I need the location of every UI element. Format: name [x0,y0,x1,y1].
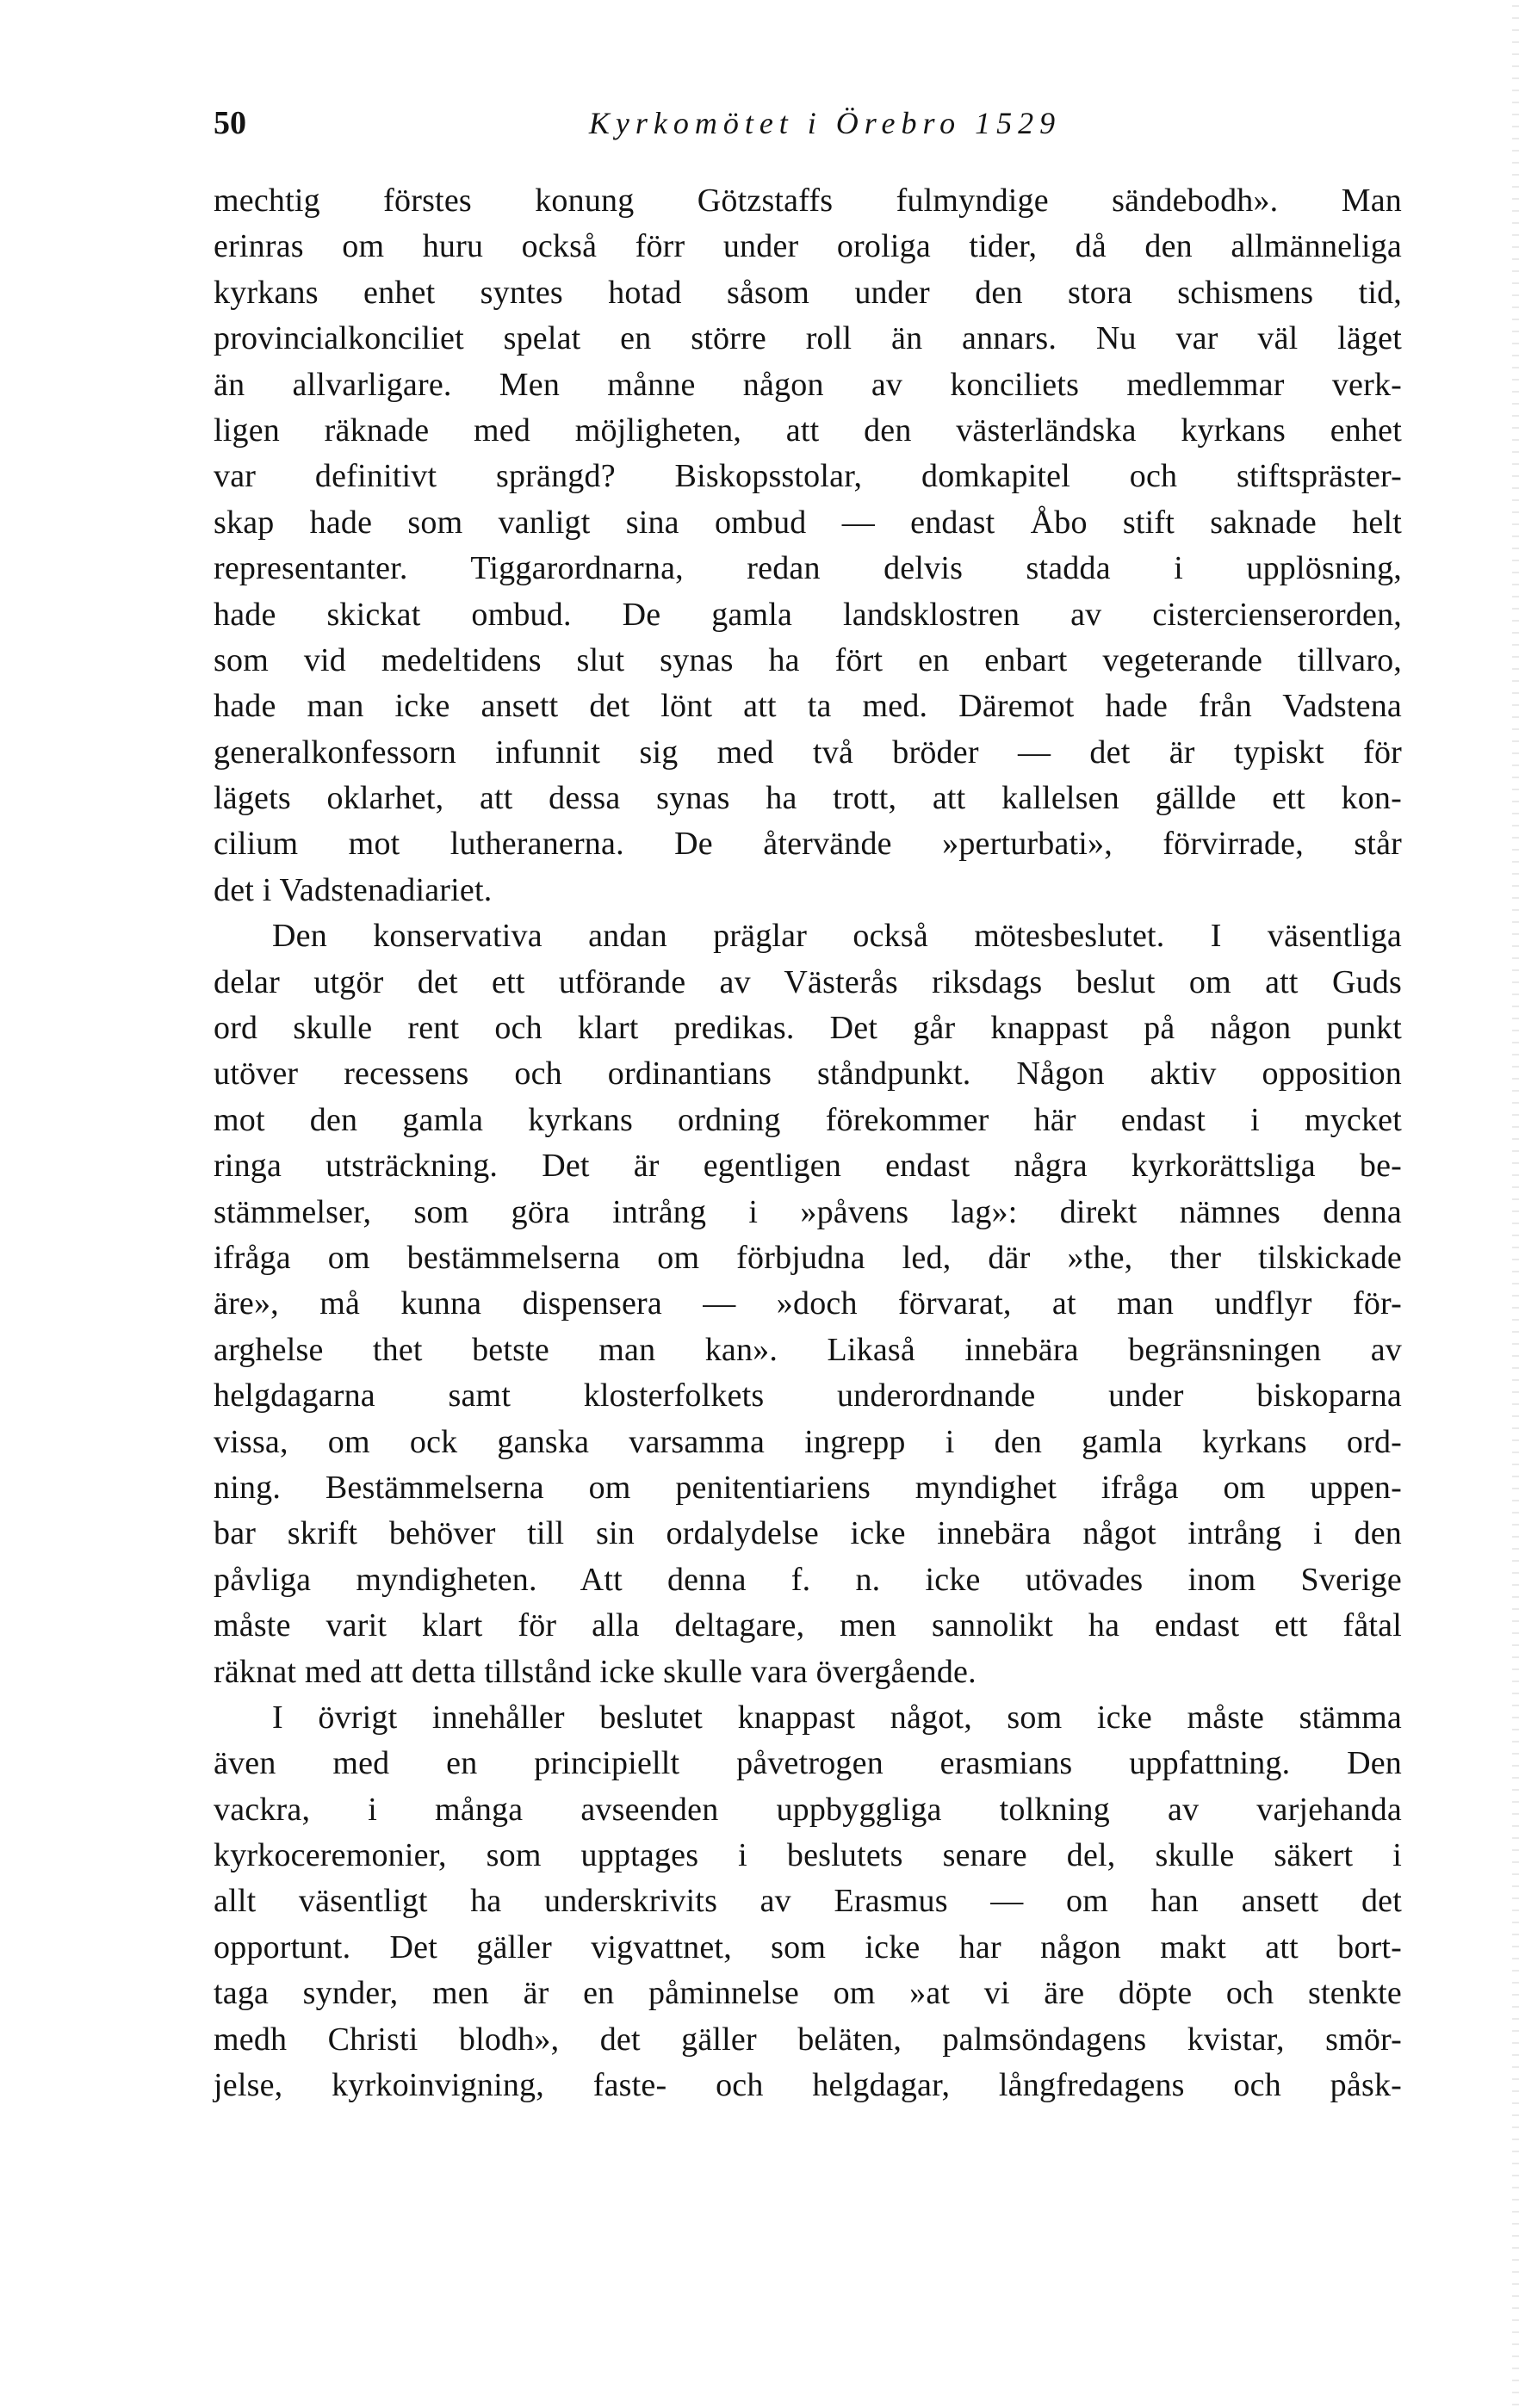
text-line: ligen räknade med möjligheten, att den västerländska kyrkans enhet [214,412,1402,449]
text-line: skap hade som vanligt sina ombud — endast Åbo stift saknade helt [214,504,1402,541]
body-text [214,178,1402,2108]
text-line: än allvarligare. Men månne någon av konciliets medlemmar verk- [214,366,1402,403]
text-line: erinras om huru också förr under oroliga tider, då den allmänneliga [214,228,1402,265]
text-line: lägets oklarhet, att dessa synas ha trott, att kallelsen gällde ett kon- [214,780,1402,817]
text-line: ringa utsträckning. Det är egentligen endast några kyrkorättsliga be- [214,1148,1402,1185]
text-line: utöver recessens och ordinantians ståndpunkt. Någon aktiv opposition [214,1055,1402,1093]
text-line: även med en principiellt påvetrogen erasmians uppfattning. Den [214,1745,1402,1782]
text-line: mechtig förstes konung Götzstaffs fulmyndige sändebodh». Man [214,183,1402,219]
text-line: Den konservativa andan präglar också mötesbeslutet. I väsentliga [272,918,1402,955]
text-line: stämmelser, som göra intrång i »påvens lag»: direkt nämnes denna [214,1193,1402,1230]
running-title: Kyrkomötet i Örebro 1529 [588,106,1062,140]
text-line: delar utgör det ett utförande av Västerås riksdags beslut om att Guds [214,963,1402,1000]
text-line: kyrkans enhet syntes hotad såsom under den stora schismens tid, [214,274,1402,311]
text-line: räknat med att detta tillstånd icke skulle vara övergående. [214,1653,976,1690]
text-line: cilium mot lutheranerna. De återvände »perturbati», förvirrade, står [214,826,1402,863]
text-line: taga synder, men är en påminnelse om »at vi äre döpte och stenkte [214,1975,1402,2012]
text-line: allt väsentligt ha underskrivits av Erasmus — om han ansett det [214,1883,1402,1920]
text-line: ifråga om bestämmelserna om förbjudna led, där »the, ther tilskickade [214,1239,1402,1276]
text-line: hade man icke ansett det lönt att ta med. Däremot hade från Vadstena [214,688,1402,725]
text-line: representanter. Tiggarordnarna, redan delvis stadda i upplösning, [214,550,1402,587]
text-line: I övrigt innehåller beslutet knappast något, som icke måste stämma [272,1699,1402,1736]
text-line: ord skulle rent och klart predikas. Det går knappast på någon punkt [214,1010,1402,1047]
page-number: 50 [214,105,246,141]
text-line: provincialkonciliet spelat en större roll än annars. Nu var väl läget [214,320,1402,357]
paragraph-1 [214,178,1402,913]
text-line: generalkonfessorn infunnit sig med två bröder — det är typiskt för [214,734,1402,771]
text-line: kyrkoceremonier, som upptages i beslutets senare del, skulle säkert i [214,1837,1402,1874]
text-line: äre», må kunna dispensera — »doch förvarat, at man undflyr för- [214,1285,1402,1322]
text-line: helgdagarna samt klosterfolkets underordnande under biskoparna [214,1377,1402,1414]
text-line: det i Vadstenadiariet. [214,871,493,908]
text-line: medh Christi blodh», det gäller beläten, palmsöndagens kvistar, smör- [214,2021,1402,2058]
text-line: mot den gamla kyrkans ordning förekommer här endast i mycket [214,1101,1402,1138]
text-line: bar skrift behöver till sin ordalydelse icke innebära något intrång i den [214,1515,1402,1552]
text-line: var definitivt sprängd? Biskopsstolar, domkapitel och stiftspräster- [214,458,1402,495]
text-line: påvliga myndigheten. Att denna f. n. icke utövades inom Sverige [214,1561,1402,1598]
text-line: måste varit klart för alla deltagare, men sannolikt ha endast ett fåtal [214,1607,1402,1644]
text-line: vackra, i många avseenden uppbyggliga tolkning av varjehanda [214,1791,1402,1828]
paragraph-3 [214,1695,1402,2109]
paragraph-2 [214,913,1402,1695]
running-head [214,102,1402,145]
text-line: som vid medeltidens slut synas ha fört en enbart vegeterande tillvaro, [214,641,1402,678]
text-line: opportunt. Det gäller vigvattnet, som icke har någon makt att bort- [214,1928,1402,1965]
text-line: jelse, kyrkoinvigning, faste- och helgdagar, långfredagens och påsk- [214,2067,1402,2104]
page-edge-scan-artifact [1512,0,1519,2408]
text-line: ning. Bestämmelserna om penitentiariens myndighet ifråga om uppen- [214,1469,1402,1506]
text-line: vissa, om ock ganska varsamma ingrepp i den gamla kyrkans ord- [214,1423,1402,1460]
text-line: arghelse thet betste man kan». Likaså innebära begränsningen av [214,1331,1402,1368]
text-line: hade skickat ombud. De gamla landsklostren av cistercienserorden, [214,596,1402,633]
